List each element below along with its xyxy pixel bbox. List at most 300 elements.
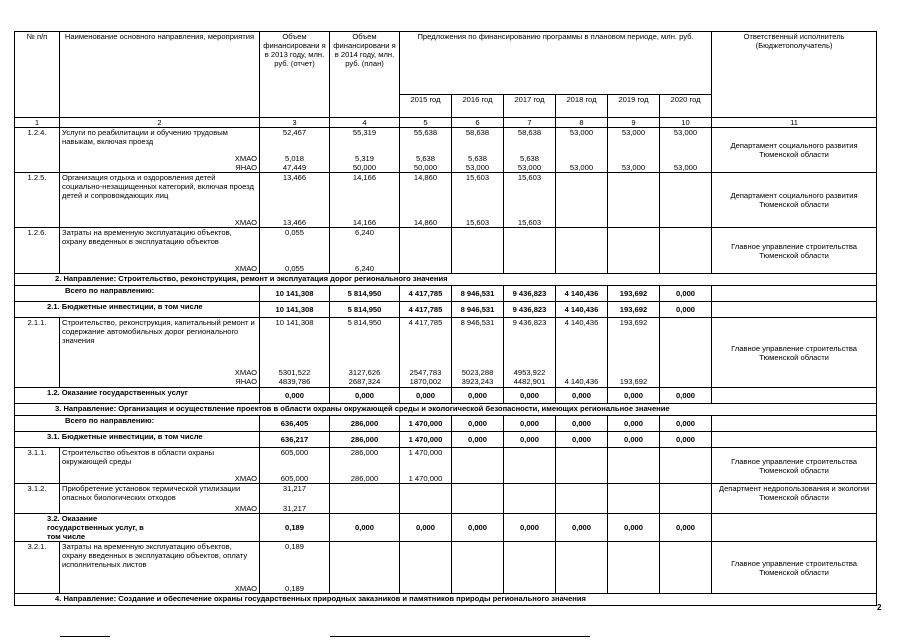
- value: [662, 173, 709, 218]
- value: [506, 448, 553, 474]
- yanao-value: 4482,901: [513, 377, 546, 386]
- value: [402, 542, 449, 584]
- year-2017: 2017 год: [504, 95, 556, 118]
- row-name: 1.2. Оказание государственных услуг: [15, 388, 260, 404]
- row-title: Приобретение установок термической утилизации опасных биологических отходов: [62, 484, 241, 502]
- value-cell: [400, 302, 452, 318]
- hmao-value: [332, 584, 397, 593]
- hmao-label: ХМАО: [234, 368, 257, 377]
- value: 13,466: [282, 173, 307, 182]
- value-cell: [400, 388, 452, 404]
- value: 5 814,950: [347, 305, 382, 314]
- value: 53,000: [569, 128, 594, 137]
- hmao-value: [558, 584, 605, 593]
- hmao-value: 14,166: [352, 218, 377, 227]
- value: [454, 542, 501, 584]
- value-cell: [330, 432, 400, 448]
- value: 0,000: [676, 289, 696, 298]
- value-cell: [660, 302, 712, 318]
- hmao-label: ХМАО: [234, 154, 257, 163]
- value: [454, 448, 501, 474]
- value-cell: [452, 388, 504, 404]
- value-cell: [452, 318, 504, 388]
- hmao-value: [662, 218, 709, 227]
- colnum: 7: [504, 118, 556, 128]
- hmao-value: [506, 474, 553, 483]
- value: 10 141,308: [275, 305, 314, 314]
- financing-table: [14, 31, 877, 606]
- value: 58,638: [465, 128, 490, 137]
- hmao-value: 5,638: [467, 154, 487, 163]
- yanao-value: 4839,786: [278, 377, 311, 386]
- value-cell: [330, 514, 400, 542]
- value: 4 140,436: [564, 318, 599, 327]
- value: 1 470,000: [408, 419, 443, 428]
- value: 0,000: [519, 523, 539, 532]
- value-cell: [608, 318, 660, 388]
- yanao-value: 50,000: [413, 163, 438, 172]
- value: 10 141,308: [275, 289, 314, 298]
- table-row: [15, 173, 877, 228]
- hmao-value: [402, 584, 449, 593]
- hmao-value: [454, 264, 501, 273]
- hmao-value: [558, 368, 605, 377]
- hmao-value: [454, 474, 501, 483]
- hmao-value: 4953,922: [513, 368, 546, 377]
- hmao-value: [610, 264, 657, 273]
- value-cell: [400, 318, 452, 388]
- hmao-value: 1 470,000: [408, 474, 443, 483]
- header-responsible: Ответственный исполнитель (Бюджетополучатель): [712, 32, 877, 118]
- value: 53,000: [673, 128, 698, 137]
- table-row: [15, 484, 877, 514]
- yanao-value: 4 140,436: [564, 377, 599, 386]
- hmao-value: 5,018: [284, 154, 304, 163]
- value: 0,000: [623, 391, 643, 400]
- yanao-value: 53,000: [673, 163, 698, 172]
- value-cell: [504, 173, 556, 228]
- year-2015: 2015 год: [400, 95, 452, 118]
- value-cell: [260, 128, 330, 173]
- value-cell: [400, 514, 452, 542]
- responsible: Главное управление строительства Тюменской области: [712, 448, 877, 484]
- table-row: [15, 432, 877, 448]
- value: 0,000: [519, 435, 539, 444]
- value-cell: [260, 173, 330, 228]
- hmao-value: 5301,522: [278, 368, 311, 377]
- value: 0,000: [519, 391, 539, 400]
- hmao-value: [558, 264, 605, 273]
- value-cell: [660, 542, 712, 594]
- value-cell: [260, 448, 330, 484]
- yanao-value: 3923,243: [461, 377, 494, 386]
- value-cell: [330, 173, 400, 228]
- value: 1 470,000: [408, 448, 443, 457]
- value: 8 946,531: [460, 289, 495, 298]
- value-cell: [608, 286, 660, 302]
- hmao-value: [506, 504, 553, 513]
- header-row: [15, 32, 877, 95]
- value: [558, 228, 605, 264]
- value: [610, 228, 657, 264]
- value-cell: [330, 286, 400, 302]
- value-cell: [452, 514, 504, 542]
- value: 4 140,436: [564, 305, 599, 314]
- value-cell: [330, 128, 400, 173]
- colnum: 2: [60, 118, 260, 128]
- hmao-value: 31,217: [282, 504, 307, 513]
- hmao-value: 6,240: [354, 264, 374, 273]
- value-cell: [660, 286, 712, 302]
- row-num: 2.1.1.: [15, 318, 60, 388]
- row-name: [60, 484, 260, 514]
- value-cell: [260, 542, 330, 594]
- value: 4 140,436: [564, 289, 599, 298]
- page-number: 2: [877, 603, 882, 612]
- value: [662, 484, 709, 504]
- row-name: [60, 128, 260, 173]
- value: 636,405: [280, 419, 309, 428]
- table-row: [15, 128, 877, 173]
- row-title: Затраты на временную эксплуатацию объектов, охрану введенных в эксплуатацию объектов, оплату исполнительных листов: [62, 542, 248, 569]
- value: 286,000: [350, 419, 379, 428]
- hmao-value: [506, 264, 553, 273]
- value-cell: [330, 416, 400, 432]
- hmao-value: [402, 264, 449, 273]
- hmao-value: [332, 504, 397, 513]
- row-name: [60, 318, 260, 388]
- hmao-label: ХМАО: [234, 474, 257, 483]
- value: 0,000: [519, 419, 539, 428]
- colnum: 6: [452, 118, 504, 128]
- hmao-value: 0,189: [284, 584, 304, 593]
- value: 193,692: [619, 289, 648, 298]
- value-cell: [504, 514, 556, 542]
- responsible: Главное управление строительства Тюменской области: [712, 228, 877, 274]
- value-cell: [556, 432, 608, 448]
- value: [506, 542, 553, 584]
- hmao-value: [610, 154, 657, 163]
- hmao-label: ХМАО: [234, 264, 257, 273]
- value-cell: [400, 542, 452, 594]
- section-title: 4. Направление: Создание и обеспечение охраны государственных природных заказников и памятников природы регионального значения: [15, 594, 877, 606]
- hmao-value: [662, 584, 709, 593]
- value-cell: [400, 432, 452, 448]
- yanao-value: 47,449: [282, 163, 307, 172]
- row-title: Услуги по реабилитации и обучению трудовым навыкам, включая проезд: [62, 128, 228, 146]
- value-cell: [504, 286, 556, 302]
- hmao-value: [558, 154, 605, 163]
- value-cell: [556, 286, 608, 302]
- value-cell: [504, 432, 556, 448]
- value-cell: [556, 416, 608, 432]
- value: [558, 448, 605, 474]
- value-cell: [556, 514, 608, 542]
- scan-edge: [330, 636, 590, 637]
- hmao-value: [610, 368, 657, 377]
- value: 8 946,531: [460, 318, 495, 327]
- hmao-value: 286,000: [350, 474, 379, 483]
- hmao-label: ХМАО: [234, 218, 257, 227]
- value: [662, 542, 709, 584]
- value-cell: [608, 542, 660, 594]
- value-cell: [660, 228, 712, 274]
- row-num: 1.2.5.: [15, 173, 60, 228]
- section-title: 3. Направление: Организация и осуществление проектов в области охраны окружающей среды и экологической безопасности, имеющих региональное значение: [15, 404, 877, 416]
- responsible: Главное управление строительства Тюменской области: [712, 542, 877, 594]
- value-cell: [608, 432, 660, 448]
- value-cell: [556, 542, 608, 594]
- hmao-value: [558, 504, 605, 513]
- header-num: № п/п: [15, 32, 60, 118]
- value-cell: [452, 448, 504, 484]
- row-num: 1.2.6.: [15, 228, 60, 274]
- table-row: [15, 318, 877, 388]
- value-cell: [452, 302, 504, 318]
- yanao-value: 1870,002: [409, 377, 442, 386]
- value-cell: [330, 302, 400, 318]
- value: 0,000: [676, 435, 696, 444]
- value-cell: [608, 448, 660, 484]
- value: 0,000: [676, 419, 696, 428]
- value: 0,189: [284, 523, 304, 532]
- responsible: Главное управление строительства Тюменской области: [712, 318, 877, 388]
- value: [558, 173, 605, 218]
- row-num: 1.2.4.: [15, 128, 60, 173]
- header-2013: Объем финансировани я в 2013 году, млн. руб. (отчет): [260, 32, 330, 118]
- row-name: Всего по направлению:: [15, 416, 260, 432]
- hmao-value: [662, 504, 709, 513]
- year-2018: 2018 год: [556, 95, 608, 118]
- value-cell: [660, 416, 712, 432]
- value: [332, 542, 397, 584]
- value: [610, 173, 657, 218]
- value: [332, 484, 397, 504]
- row-title: Строительство, реконструкция, капитальный ремонт и содержание автомобильных дорог регионального значения: [62, 318, 255, 345]
- hmao-value: [662, 474, 709, 483]
- table-row: [15, 448, 877, 484]
- value: 0,000: [415, 523, 435, 532]
- hmao-value: [402, 504, 449, 513]
- value: 9 436,823: [512, 318, 547, 327]
- value-cell: [608, 416, 660, 432]
- hmao-value: 5,638: [519, 154, 539, 163]
- hmao-value: 5,638: [415, 154, 435, 163]
- value-cell: [452, 128, 504, 173]
- value: 0,000: [284, 391, 304, 400]
- value: 0,000: [571, 391, 591, 400]
- value: 55,638: [413, 128, 438, 137]
- value: 0,000: [571, 523, 591, 532]
- hmao-value: 15,603: [517, 218, 542, 227]
- hmao-value: [662, 154, 709, 163]
- hmao-value: [454, 504, 501, 513]
- value: 0,000: [467, 419, 487, 428]
- value: 0,000: [415, 391, 435, 400]
- value-cell: [452, 416, 504, 432]
- value-cell: [504, 302, 556, 318]
- value: 0,189: [284, 542, 304, 551]
- value: 193,692: [619, 305, 648, 314]
- value-cell: [330, 228, 400, 274]
- yanao-value: 50,000: [352, 163, 377, 172]
- colnum: 8: [556, 118, 608, 128]
- value: 15,603: [465, 173, 490, 182]
- value: [610, 448, 657, 474]
- section-row: [15, 594, 877, 606]
- hmao-value: 13,466: [282, 218, 307, 227]
- value-cell: [260, 416, 330, 432]
- row-name: 2.1. Бюджетные инвестиции, в том числе: [15, 302, 260, 318]
- value: 0,000: [467, 523, 487, 532]
- row-name: [60, 542, 260, 594]
- value: 52,467: [282, 128, 307, 137]
- responsible: Департамент социального развития Тюменской области: [712, 128, 877, 173]
- value-cell: [556, 302, 608, 318]
- table-row: [15, 286, 877, 302]
- value: 14,166: [352, 173, 377, 182]
- value-cell: [260, 286, 330, 302]
- value: 15,603: [517, 173, 542, 182]
- value: 5 814,950: [347, 289, 382, 298]
- table-row: [15, 416, 877, 432]
- colnum: 3: [260, 118, 330, 128]
- value-cell: [660, 484, 712, 514]
- value-cell: [452, 228, 504, 274]
- hmao-value: 5,319: [354, 154, 374, 163]
- value: 6,240: [354, 228, 374, 237]
- row-name: 3.1. Бюджетные инвестиции, в том числе: [15, 432, 260, 448]
- yanao-label: ЯНАО: [235, 163, 257, 172]
- value-cell: [608, 228, 660, 274]
- value-cell: [260, 228, 330, 274]
- responsible: Департамент социального развития Тюменской области: [712, 173, 877, 228]
- value-cell: [504, 416, 556, 432]
- value: 0,000: [354, 391, 374, 400]
- hmao-value: [662, 264, 709, 273]
- value: [558, 484, 605, 504]
- hmao-value: 14,860: [413, 218, 438, 227]
- value: 0,055: [284, 228, 304, 237]
- value-cell: [608, 173, 660, 228]
- value-cell: [660, 432, 712, 448]
- row-name: Всего по направлению:: [15, 286, 260, 302]
- hmao-value: [506, 584, 553, 593]
- value-cell: [608, 128, 660, 173]
- value: 0,000: [676, 305, 696, 314]
- value: [506, 484, 553, 504]
- value: 605,000: [280, 448, 309, 457]
- row-num: 3.1.2.: [15, 484, 60, 514]
- value-cell: [400, 484, 452, 514]
- value: [506, 228, 553, 264]
- value-cell: [660, 514, 712, 542]
- table-row: [15, 302, 877, 318]
- value: 193,692: [619, 318, 648, 327]
- hmao-label: ХМАО: [234, 504, 257, 513]
- value-cell: [400, 173, 452, 228]
- value-cell: [556, 128, 608, 173]
- section-row: [15, 404, 877, 416]
- value-cell: [556, 228, 608, 274]
- value: 286,000: [350, 435, 379, 444]
- table-row: [15, 542, 877, 594]
- hmao-value: 3127,626: [348, 368, 381, 377]
- header-proposals: Предложения по финансированию программы в плановом периоде, млн. руб.: [400, 32, 712, 95]
- value: 10 141,308: [275, 318, 314, 327]
- value: [402, 484, 449, 504]
- value-cell: [556, 173, 608, 228]
- yanao-value: 193,692: [619, 377, 648, 386]
- colnum: 5: [400, 118, 452, 128]
- value-cell: [400, 128, 452, 173]
- table-row: [15, 228, 877, 274]
- colnum: 4: [330, 118, 400, 128]
- hmao-value: [610, 504, 657, 513]
- value: 286,000: [350, 448, 379, 457]
- hmao-value: 5023,288: [461, 368, 494, 377]
- document-sheet: [14, 31, 877, 606]
- row-name: [60, 228, 260, 274]
- hmao-value: 0,055: [284, 264, 304, 273]
- value-cell: [608, 388, 660, 404]
- value: 0,000: [571, 419, 591, 428]
- colnum: 1: [15, 118, 60, 128]
- value-cell: [504, 128, 556, 173]
- hmao-value: [610, 218, 657, 227]
- value-cell: [452, 173, 504, 228]
- colnum: 10: [660, 118, 712, 128]
- value-cell: [660, 448, 712, 484]
- value-cell: [556, 448, 608, 484]
- yanao-label: ЯНАО: [235, 377, 257, 386]
- value-cell: [260, 302, 330, 318]
- value-cell: [660, 128, 712, 173]
- value-cell: [400, 448, 452, 484]
- row-name: [60, 448, 260, 484]
- row-num: 3.1.1.: [15, 448, 60, 484]
- value-cell: [452, 432, 504, 448]
- value-cell: [504, 318, 556, 388]
- value: 9 436,823: [512, 289, 547, 298]
- yanao-value: 53,000: [621, 163, 646, 172]
- colnum: 11: [712, 118, 877, 128]
- value: 14,860: [413, 173, 438, 182]
- section-row: [15, 274, 877, 286]
- yanao-value: 53,000: [465, 163, 490, 172]
- value-cell: [260, 388, 330, 404]
- hmao-value: [558, 218, 605, 227]
- value: 4 417,785: [408, 318, 443, 327]
- section-title: 2. Направление: Строительство, реконструкция, ремонт и эксплуатация дорог регионального значения: [15, 274, 877, 286]
- value: 0,000: [623, 435, 643, 444]
- value-cell: [400, 416, 452, 432]
- value: [610, 542, 657, 584]
- value-cell: [608, 484, 660, 514]
- table-row: [15, 514, 877, 542]
- value: 0,000: [623, 419, 643, 428]
- row-title: Затраты на временную эксплуатацию объектов, охрану введенных в эксплуатацию объектов: [62, 228, 232, 246]
- value-cell: [330, 484, 400, 514]
- value-cell: [260, 514, 330, 542]
- value: [662, 448, 709, 474]
- value: 0,000: [467, 435, 487, 444]
- row-num: 3.2.1.: [15, 542, 60, 594]
- value: 1 470,000: [408, 435, 443, 444]
- yanao-value: [662, 377, 709, 386]
- value: 0,000: [354, 523, 374, 532]
- value: 0,000: [676, 523, 696, 532]
